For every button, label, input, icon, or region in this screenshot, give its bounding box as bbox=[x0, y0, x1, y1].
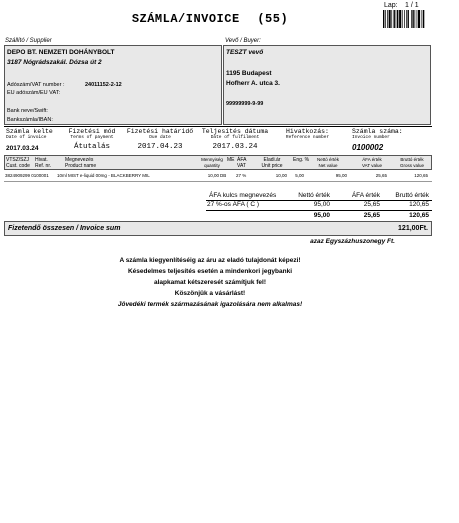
meta-label: Számla kelte bbox=[6, 128, 53, 135]
meta-label: Teljesítés dátuma bbox=[201, 128, 269, 135]
vat-summary-vat: 25,65 bbox=[363, 201, 380, 208]
meta-value: 2017.03.24 bbox=[6, 145, 39, 152]
meta-label: Fizetési határidő bbox=[126, 128, 194, 135]
meta-sublabel: Terms of payment bbox=[70, 135, 114, 140]
vat-summary-net: 95,00 bbox=[313, 201, 330, 208]
item-discount: 5,00 bbox=[295, 173, 304, 178]
col-gross: Bruttó érték Gross value bbox=[399, 157, 424, 168]
vat-total-gross: 120,65 bbox=[409, 212, 429, 219]
title-text: SZÁMLA/INVOICE bbox=[131, 12, 240, 26]
meta-sublabel: Reference number bbox=[285, 135, 330, 140]
meta-reference-number bbox=[280, 128, 335, 143]
item-name: 10ml MIST e-liquid 00mg - BLACKBERRY MIL bbox=[57, 173, 150, 178]
buyer-street: Hofherr A. utca 3. bbox=[226, 80, 280, 87]
document-title bbox=[0, 12, 420, 26]
item-code: 3824909299 0100001 bbox=[5, 173, 49, 178]
vat-summary-gross: 120,65 bbox=[409, 201, 429, 208]
invoice-sum-box bbox=[4, 221, 432, 236]
meta-sublabel: Date of invoice bbox=[6, 135, 47, 140]
col-vat: ÁFA VAT bbox=[237, 157, 247, 169]
col-discount: Eng. % bbox=[293, 157, 310, 163]
note-line: Késedelmes teljesítés esetén a mindenkori jegybanki bbox=[127, 268, 293, 275]
meta-date-of-invoice bbox=[6, 128, 53, 152]
supplier-address: 3187 Nógrádszakál. Dózsa út 2 bbox=[7, 59, 102, 66]
vat-summary-header-gross: Bruttó érték bbox=[395, 192, 429, 199]
supplier-box bbox=[4, 45, 222, 125]
col-net: Nettó érték Net value bbox=[316, 157, 339, 168]
invoice-sum-label: Fizetendő összesen / Invoice sum bbox=[8, 225, 121, 232]
col-product: Megnevezés Product name bbox=[65, 157, 97, 169]
meta-value: 2017.03.24 bbox=[212, 143, 258, 151]
buyer-heading: Vevő / Buyer: bbox=[225, 38, 261, 44]
item-unit-price: 10,00 bbox=[275, 173, 287, 178]
supplier-heading: Szállító / Supplier bbox=[5, 38, 52, 44]
note-line: Köszönjük a vásárlást! bbox=[174, 290, 246, 297]
page-number: 1 / 1 bbox=[405, 2, 419, 9]
vat-summary-header-rate: ÁFA kulcs megnevezés bbox=[209, 192, 277, 199]
col-unit-price: Eladi.ár Unit price bbox=[261, 157, 283, 169]
vat-summary-rate: 27 %-os ÁFA ( C ) bbox=[207, 201, 260, 208]
meta-value: 0100002 bbox=[352, 143, 384, 152]
supplier-bank-label: Bank neve/Swift: bbox=[7, 108, 48, 114]
buyer-box bbox=[223, 45, 431, 125]
invoice-sum-value: 121,00Ft. bbox=[398, 225, 428, 232]
buyer-name: TESZT vevő bbox=[226, 49, 264, 56]
note-line: alapkamat kétszeresét számítjuk fel! bbox=[154, 279, 266, 286]
note-line: Jövedéki termék származásának igazolására nem alkalmas! bbox=[117, 301, 303, 308]
col-ref: Hivat. Ref. nr. bbox=[35, 157, 52, 169]
item-gross: 120,65 bbox=[414, 173, 428, 178]
col-quantity: Mennyiség quantity bbox=[201, 157, 223, 168]
meta-sublabel: Due date bbox=[149, 135, 171, 140]
note-line: A számla kiegyenlítéséig az áru az eladó tulajdonát képezi! bbox=[119, 257, 301, 264]
buyer-tax-value: 99999999-9-99 bbox=[226, 101, 264, 107]
col-vat-value: ÁFA érték VAT value bbox=[361, 157, 382, 168]
meta-value: 2017.04.23 bbox=[137, 143, 183, 151]
meta-label: Számla száma: bbox=[352, 128, 403, 135]
supplier-eu-tax-label: EU adószám/EU VAT: bbox=[7, 90, 60, 96]
supplier-tax-label: Adószám/VAT number : bbox=[7, 82, 65, 88]
invoice-sum-words: azaz Egyszázhuszonegy Ft. bbox=[310, 238, 395, 245]
meta-value: Átutalás bbox=[73, 143, 110, 151]
vat-total-net: 95,00 bbox=[313, 212, 330, 219]
meta-invoice-number bbox=[352, 128, 407, 152]
meta-date-of-fulfilment bbox=[200, 128, 270, 151]
page-label: Lap: bbox=[384, 2, 398, 9]
invoice-count: (55) bbox=[257, 12, 289, 26]
item-vat-value: 25,65 bbox=[375, 173, 387, 178]
meta-terms-of-payment bbox=[67, 128, 117, 151]
meta-sublabel: Date of fulfilment bbox=[210, 135, 260, 140]
col-code: VTSZ/SZJ Cust. code bbox=[6, 157, 30, 169]
vat-summary-header-vat: ÁFA érték bbox=[351, 192, 380, 199]
table-row bbox=[4, 172, 432, 180]
buyer-city: 1195 Budapest bbox=[226, 70, 272, 77]
col-unit: ME bbox=[227, 157, 235, 163]
supplier-tax-value: 24011152-2-12 bbox=[85, 82, 122, 88]
supplier-name: DEPO BT. NEMZETI DOHÁNYBOLT bbox=[7, 49, 115, 56]
item-net: 95,00 bbox=[335, 173, 347, 178]
item-quantity: 10,00 bbox=[207, 173, 219, 178]
vat-total-vat: 25,65 bbox=[363, 212, 380, 219]
supplier-iban-label: Bankszámla/IBAN: bbox=[7, 117, 53, 123]
vat-summary-header-net: Nettó érték bbox=[298, 192, 330, 199]
meta-label: Fizetési mód bbox=[68, 128, 116, 135]
items-header bbox=[4, 155, 432, 170]
item-vat: 27 % bbox=[236, 173, 247, 178]
meta-due-date bbox=[125, 128, 195, 151]
meta-label: Hivatkozás: bbox=[286, 128, 329, 135]
item-unit: DB bbox=[220, 173, 227, 178]
meta-sublabel: Invoice number bbox=[352, 135, 390, 140]
invoice-notes bbox=[60, 255, 360, 310]
